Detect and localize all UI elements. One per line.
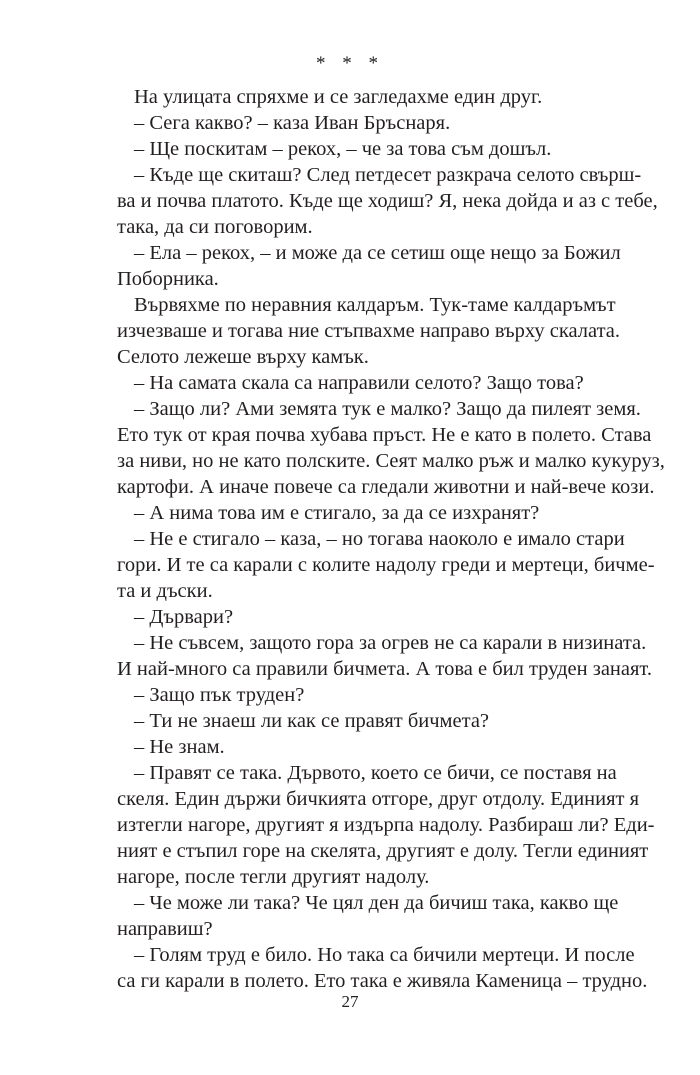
text-line: И най-много са правили бичмета. А това е бил труден занаят. (117, 658, 652, 680)
text-line: гори. И те са карали с колите надолу греди и мертеци, бичме- (117, 554, 655, 576)
text-line: – Не знам. (134, 736, 225, 758)
text-line: та и дъски. (117, 580, 213, 602)
text-line: – А нима това им е стигало, за да се изхранят? (134, 502, 540, 524)
text-line: направиш? (117, 918, 213, 940)
text-line: – Че може ли така? Че цял ден да бичиш така, какво ще (134, 892, 619, 914)
text-line: ва и почва платото. Къде ще ходиш? Я, нека дойда и аз с тебе, (117, 190, 658, 212)
text-line: – Защо пък труден? (134, 684, 305, 706)
text-line: нагоре, после тегли другият надолу. (117, 866, 430, 888)
text-line: ният е стъпил горе на скелята, другият е долу. Тегли единият (117, 840, 649, 862)
page-number: 27 (341, 992, 359, 1011)
text-line: Селото лежеше върху камък. (117, 346, 369, 368)
text-line: изтегли нагоре, другият я издърпа надолу. Разбираш ли? Еди- (117, 814, 655, 836)
text-line: изчезваше и тогава ние стъпвахме направо върху скалата. (117, 320, 621, 342)
text-line: – Ела – рекох, – и може да се сетиш още нещо за Божил (134, 242, 621, 264)
text-line: картофи. А иначе повече са гледали животни и най-вече кози. (117, 476, 655, 498)
text-line: – Дървари? (134, 606, 234, 628)
text-line: скеля. Един държи бичкията отгоре, друг отдолу. Единият я (117, 788, 640, 810)
text-line: за ниви, но не като полските. Сеят малко ръж и малко кукуруз, (117, 450, 665, 472)
text-line: – Ти не знаеш ли как се правят бичмета? (134, 710, 490, 732)
body-text (117, 84, 665, 994)
text-line: – Не съвсем, защото гора за огрев не са карали в низината. (134, 632, 647, 654)
text-line: са ги карали в полето. Ето така е живяла Каменица – трудно. (117, 970, 648, 992)
text-line: така, да си поговорим. (117, 216, 313, 238)
section-separator: * * * (316, 53, 384, 74)
text-line: – Къде ще скиташ? След петдесет разкрача селото свърш- (134, 164, 642, 186)
text-line: – Правят се така. Дървото, което се бичи, се поставя на (134, 762, 617, 784)
text-line: – Голям труд е било. Но така са бичили мертеци. И после (134, 944, 635, 966)
text-line: – Сега какво? – каза Иван Бръснаря. (134, 112, 451, 134)
text-line: – Не е стигало – каза, – но тогава наоколо е имало стари (134, 528, 625, 550)
text-line: – Защо ли? Ами земята тук е малко? Защо да пилеят земя. (134, 398, 641, 420)
text-line: – На самата скала са направили селото? Защо това? (134, 372, 584, 394)
text-line: – Ще поскитам – рекох, – че за това съм дошъл. (134, 138, 552, 160)
text-line: Вървяхме по неравния калдаръм. Тук-таме калдаръмът (134, 294, 616, 316)
text-line: Поборника. (117, 268, 219, 290)
text-line: На улицата спряхме и се загледахме един друг. (134, 86, 543, 108)
text-line: Ето тук от края почва хубава пръст. Не е като в полето. Става (117, 424, 652, 446)
